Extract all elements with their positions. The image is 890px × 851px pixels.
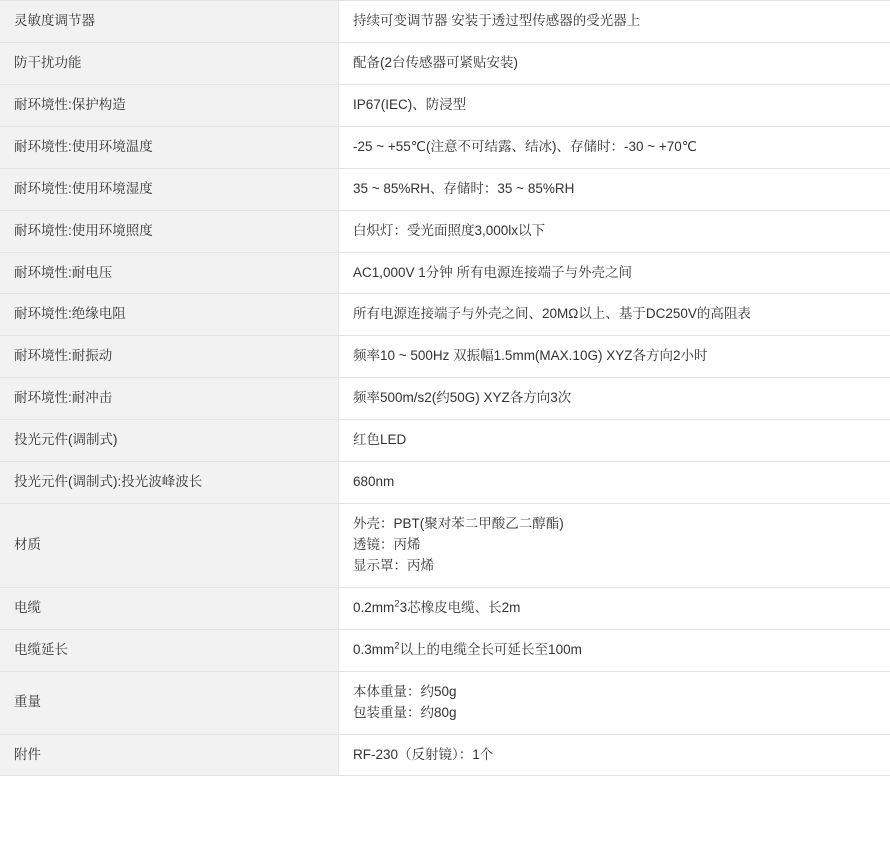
spec-value-cell xyxy=(339,210,890,252)
spec-label-cell: 耐环境性:使用环境照度 xyxy=(0,210,339,252)
spec-value-line: RF-230（反射镜）：1个 xyxy=(353,746,494,762)
spec-value-cell xyxy=(339,587,890,629)
table-row xyxy=(0,42,890,84)
spec-value-cell xyxy=(339,336,890,378)
spec-label-cell: 附件 xyxy=(0,734,339,776)
spec-value-cell xyxy=(339,420,890,462)
table-row xyxy=(0,294,890,336)
spec-value-line: 频率10 ~ 500Hz 双振幅1.5mm(MAX.10G) XYZ各方向2小时 xyxy=(353,348,708,364)
table-row xyxy=(0,168,890,210)
table-row xyxy=(0,420,890,462)
spec-value-cell xyxy=(339,126,890,168)
spec-value-line: -25 ~ +55℃(注意不可结露、结冰)、存储时：-30 ~ +70℃ xyxy=(353,138,697,154)
table-row xyxy=(0,587,890,629)
spec-label-cell: 电缆延长 xyxy=(0,629,339,671)
table-row xyxy=(0,734,890,776)
table-row xyxy=(0,671,890,734)
spec-value-line: 显示罩：丙烯 xyxy=(353,557,434,573)
specification-table-body xyxy=(0,1,890,776)
table-row xyxy=(0,336,890,378)
table-row xyxy=(0,378,890,420)
spec-label-cell: 重量 xyxy=(0,671,339,734)
spec-value-cell xyxy=(339,168,890,210)
spec-label-cell: 耐环境性:保护构造 xyxy=(0,84,339,126)
spec-label-cell: 耐环境性:耐电压 xyxy=(0,252,339,294)
spec-label-cell: 防干扰功能 xyxy=(0,42,339,84)
table-row xyxy=(0,210,890,252)
spec-label-cell: 耐环境性:使用环境湿度 xyxy=(0,168,339,210)
spec-value-line: $0.2mm^23$芯橡皮电缆、长2m xyxy=(353,598,521,615)
table-row xyxy=(0,1,890,43)
spec-value-cell xyxy=(339,1,890,43)
table-row xyxy=(0,84,890,126)
spec-value-line: AC1,000V 1分钟 所有电源连接端子与外壳之间 xyxy=(353,264,633,280)
table-row xyxy=(0,462,890,504)
spec-value-line: 透镜：丙烯 xyxy=(353,536,421,552)
spec-value-cell xyxy=(339,252,890,294)
spec-label-cell: 耐环境性:耐冲击 xyxy=(0,378,339,420)
table-row xyxy=(0,126,890,168)
spec-value-line: 持续可变调节器 安装于透过型传感器的受光器上 xyxy=(353,13,641,28)
spec-value-line: 外壳：PBT(聚对苯二甲酸乙二醇酯) xyxy=(353,516,564,532)
spec-value-cell xyxy=(339,84,890,126)
table-row xyxy=(0,252,890,294)
spec-value-cell xyxy=(339,671,890,734)
spec-label-cell: 灵敏度调节器 xyxy=(0,1,339,43)
spec-value-cell xyxy=(339,504,890,588)
spec-value-line: 红色LED xyxy=(353,432,407,448)
spec-value-line: 本体重量：约50g xyxy=(353,683,457,699)
spec-value-line: 所有电源连接端子与外壳之间、20MΩ以上、基于DC250V的高阻表 xyxy=(353,306,751,322)
spec-label-cell: 耐环境性:使用环境温度 xyxy=(0,126,339,168)
spec-value-line: 包装重量：约80g xyxy=(353,704,457,720)
spec-value-line: $0.3mm^2$以上的电缆全长可延长至100m xyxy=(353,640,582,657)
spec-value-line: 配备(2台传感器可紧贴安装) xyxy=(353,54,518,70)
spec-value-cell xyxy=(339,378,890,420)
spec-value-line: IP67(IEC)、防浸型 xyxy=(353,96,467,112)
spec-label-cell: 投光元件(调制式) xyxy=(0,420,339,462)
spec-value-cell xyxy=(339,462,890,504)
spec-label-cell: 耐环境性:绝缘电阻 xyxy=(0,294,339,336)
spec-value-cell xyxy=(339,42,890,84)
spec-label-cell: 电缆 xyxy=(0,587,339,629)
spec-label-cell: 耐环境性:耐振动 xyxy=(0,336,339,378)
table-row xyxy=(0,629,890,671)
spec-value-line: 频率500m/s2(约50G) XYZ各方向3次 xyxy=(353,390,572,406)
spec-value-line: 白炽灯：受光面照度3,000lx以下 xyxy=(353,222,546,238)
spec-value-cell xyxy=(339,294,890,336)
spec-label-cell: 材质 xyxy=(0,504,339,588)
spec-value-line: 680nm xyxy=(353,474,395,490)
spec-value-cell xyxy=(339,629,890,671)
spec-value-line: 35 ~ 85%RH、存储时：35 ~ 85%RH xyxy=(353,180,575,196)
spec-label-cell: 投光元件(调制式):投光波峰波长 xyxy=(0,462,339,504)
spec-value-cell xyxy=(339,734,890,776)
table-row xyxy=(0,504,890,588)
